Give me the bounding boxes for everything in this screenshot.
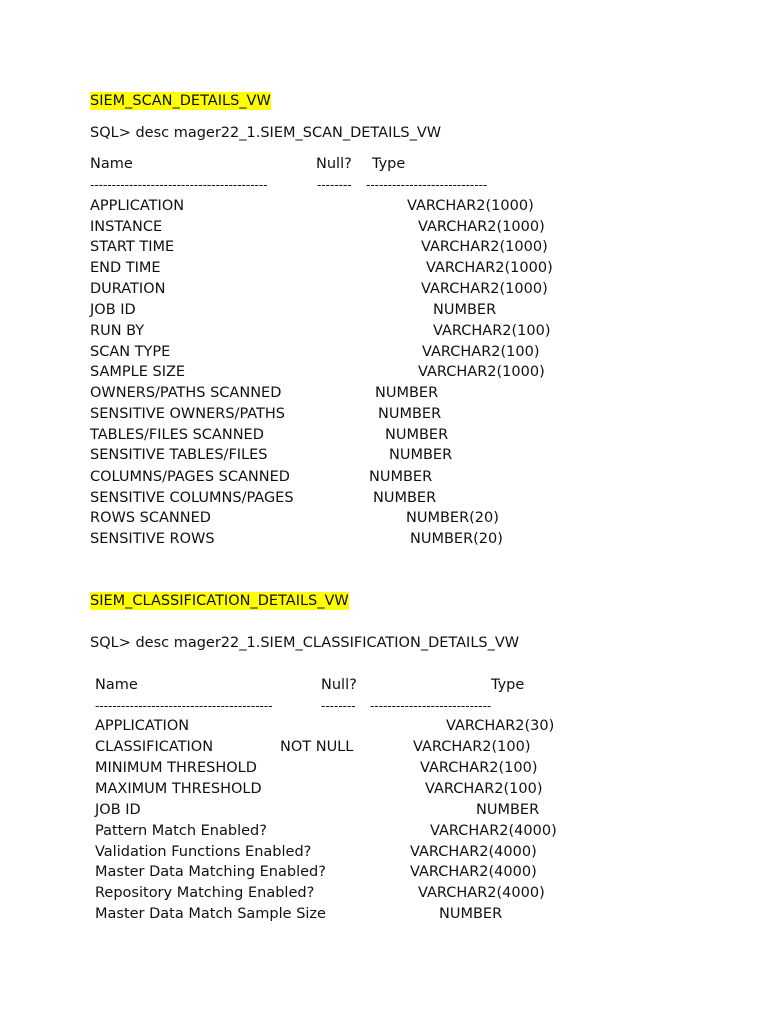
table-row-name: MINIMUM THRESHOLD [95,760,257,776]
table-row-name: JOB ID [90,302,136,318]
section2-col-type-header: Type [491,677,525,693]
table-row-name: APPLICATION [95,718,190,734]
section1-heading: SIEM_SCAN_DETAILS_VW [90,93,271,109]
table-row-type: VARCHAR2(30) [446,718,555,734]
section2-col-null-header: Null? [321,677,357,693]
table-row-name: Pattern Match Enabled? [95,823,267,839]
table-row-type: VARCHAR2(4000) [430,823,557,839]
section2-dash-name: ----------------------------------------- [95,699,273,713]
table-row-type: VARCHAR2(1000) [426,260,553,276]
table-row-type: NUMBER [433,302,497,318]
table-row-type: VARCHAR2(1000) [418,219,545,235]
table-row-type: NUMBER [373,490,437,506]
section1-col-null-header: Null? [316,156,352,172]
table-row-name: OWNERS/PATHS SCANNED [90,385,282,401]
section2-dash-type: ---------------------------- [370,699,492,713]
table-row-type: VARCHAR2(100) [422,344,540,360]
table-row-name: Master Data Match Sample Size [95,906,326,922]
table-row-name: SENSITIVE TABLES/FILES [90,447,268,463]
table-row-name: MAXIMUM THRESHOLD [95,781,262,797]
table-row-type: VARCHAR2(1000) [421,281,548,297]
table-row-name: INSTANCE [90,219,163,235]
table-row-type: NUMBER [375,385,439,401]
table-row-name: SENSITIVE ROWS [90,531,215,547]
table-row-type: VARCHAR2(1000) [407,198,534,214]
table-row-type: NUMBER [476,802,540,818]
table-row-name: COLUMNS/PAGES SCANNED [90,469,290,485]
table-row-type: NUMBER(20) [406,510,499,526]
table-row-name: JOB ID [95,802,141,818]
table-row-type: NUMBER(20) [410,531,503,547]
table-row-name: DURATION [90,281,166,297]
section1-dash-null: -------- [317,178,352,192]
table-row-name: CLASSIFICATION [95,739,214,755]
table-row-name: TABLES/FILES SCANNED [90,427,264,443]
table-row-type: VARCHAR2(1000) [421,239,548,255]
table-row-name: APPLICATION [90,198,185,214]
table-row-type: VARCHAR2(4000) [410,864,537,880]
table-row-type: VARCHAR2(100) [413,739,531,755]
table-row-type: VARCHAR2(1000) [418,364,545,380]
table-row-type: VARCHAR2(100) [433,323,551,339]
table-row-name: END TIME [90,260,161,276]
table-row-type: NUMBER [389,447,453,463]
table-row-null: NOT NULL [280,739,354,755]
table-row-type: NUMBER [439,906,503,922]
section2-heading: SIEM_CLASSIFICATION_DETAILS_VW [90,593,349,609]
table-row-name: SCAN TYPE [90,344,171,360]
table-row-name: SENSITIVE COLUMNS/PAGES [90,490,294,506]
table-row-type: NUMBER [378,406,442,422]
table-row-name: SENSITIVE OWNERS/PATHS [90,406,286,422]
table-row-name: Master Data Matching Enabled? [95,864,326,880]
table-row-name: SAMPLE SIZE [90,364,186,380]
section1-col-type-header: Type [372,156,406,172]
section2-dash-null: -------- [321,699,356,713]
table-row-type: VARCHAR2(100) [425,781,543,797]
table-row-type: NUMBER [369,469,433,485]
table-row-type: NUMBER [385,427,449,443]
section2-col-name-header: Name [95,677,138,693]
section1-dash-name: ----------------------------------------- [90,178,268,192]
table-row-type: VARCHAR2(4000) [418,885,545,901]
table-row-name: RUN BY [90,323,145,339]
section2-command: SQL> desc mager22_1.SIEM_CLASSIFICATION_DETAILS_VW [90,635,520,651]
section1-dash-type: ---------------------------- [366,178,488,192]
section1-command: SQL> desc mager22_1.SIEM_SCAN_DETAILS_VW [90,125,442,141]
section1-col-name-header: Name [90,156,133,172]
table-row-name: ROWS SCANNED [90,510,211,526]
table-row-name: Repository Matching Enabled? [95,885,315,901]
table-row-name: Validation Functions Enabled? [95,844,312,860]
table-row-name: START TIME [90,239,175,255]
table-row-type: VARCHAR2(4000) [410,844,537,860]
table-row-type: VARCHAR2(100) [420,760,538,776]
